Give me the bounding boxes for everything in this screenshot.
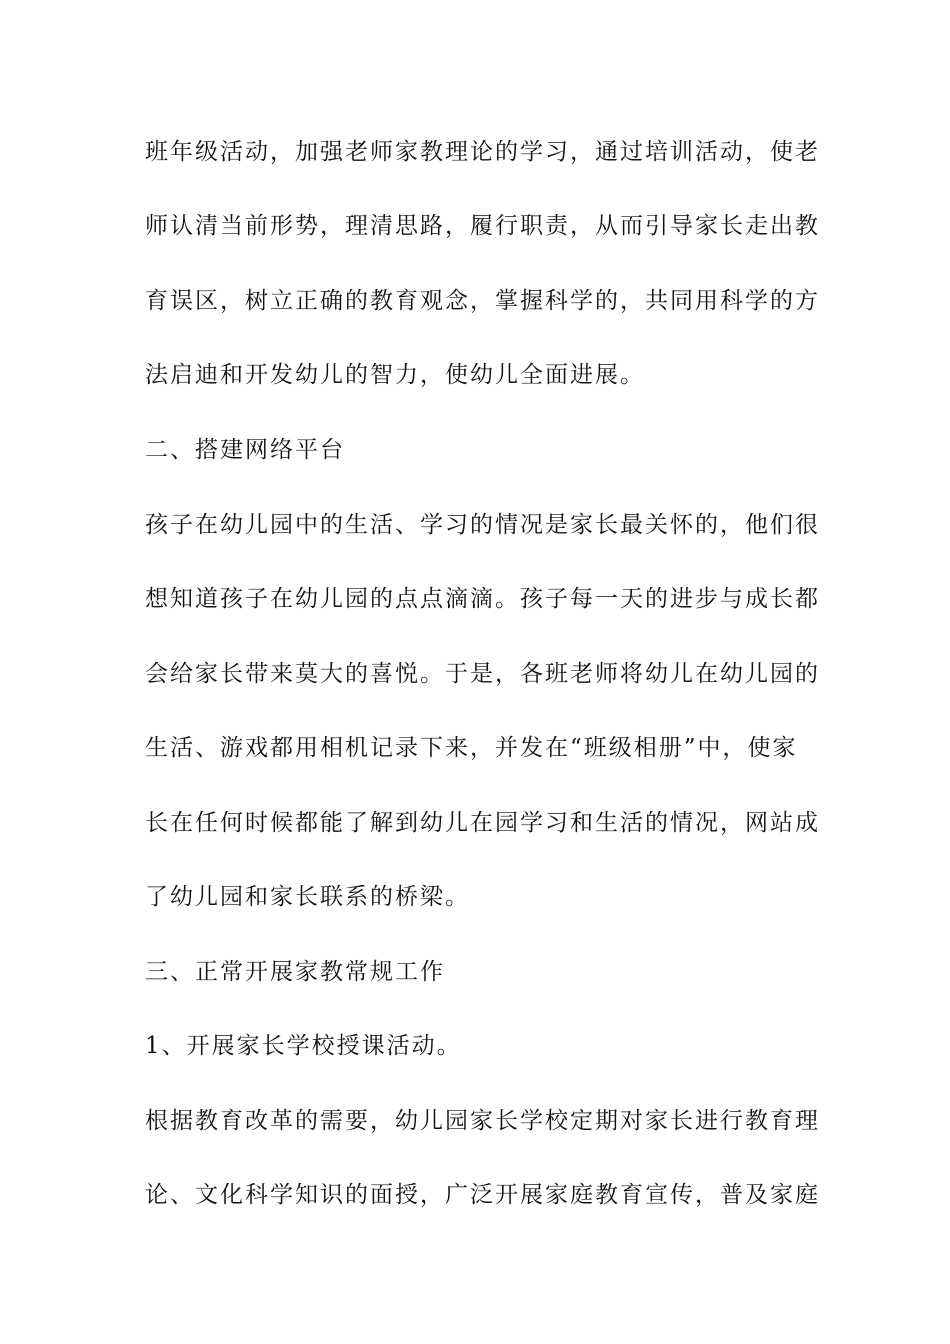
paragraph-line: 育误区，树立正确的教育观念，掌握科学的，共同用科学的方 [145,288,820,314]
paragraph-line: 法启迪和开发幼儿的智力，使幼儿全面进展。 [145,362,645,388]
paragraph-line: 长在任何时候都能了解到幼儿在园学习和生活的情况，网站成 [145,810,820,836]
paragraph-line: 孩子在幼儿园中的生活、学习的情况是家长最关怀的，他们很 [145,512,820,538]
section-heading: 三、正常开展家教常规工作 [145,959,445,985]
section-heading: 二、搭建网络平台 [145,437,345,463]
paragraph-line: 想知道孩子在幼儿园的点点滴滴。孩子每一天的进步与成长都 [145,586,820,612]
paragraph-line: 了幼儿园和家长联系的桥梁。 [145,884,470,910]
paragraph-line: 班年级活动，加强老师家教理论的学习，通过培训活动，使老 [145,139,820,165]
paragraph-line: 生活、游戏都用相机记录下来，并发在“班级相册”中，使家 [145,735,798,761]
paragraph-line: 师认清当前形势，理清思路，履行职责，从而引导家长走出教 [145,213,820,239]
paragraph-line: 论、文化科学知识的面授，广泛开展家庭教育宣传，普及家庭 [145,1182,820,1208]
subsection-heading: 1、开展家长学校授课活动。 [145,1033,462,1059]
paragraph-line: 会给家长带来莫大的喜悦。于是，各班老师将幼儿在幼儿园的 [145,661,820,687]
paragraph-line: 根据教育改革的需要，幼儿园家长学校定期对家长进行教育理 [145,1108,820,1134]
